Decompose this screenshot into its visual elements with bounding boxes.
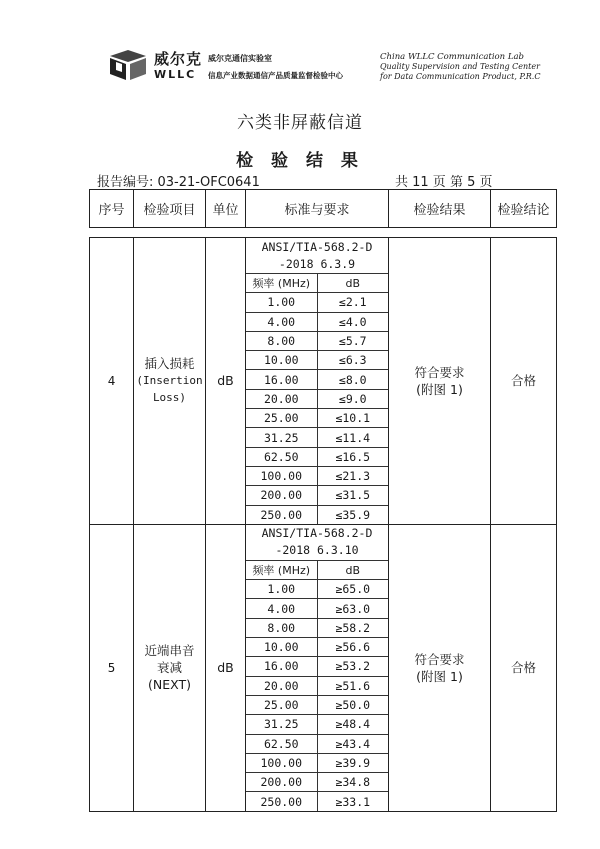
limit-value: ≤11.4: [317, 428, 388, 447]
requirements-table: [246, 525, 388, 811]
req-row: [246, 312, 388, 331]
lab-name-en-line3: for Data Communication Product, P.R.C: [380, 72, 541, 81]
limit-value: ≥63.0: [317, 599, 388, 618]
lab-name-en: [380, 52, 540, 82]
freq-value: 10.00: [246, 638, 317, 657]
standard-line2: -2018 6.3.9: [278, 256, 356, 271]
req-row: [246, 293, 388, 312]
req-row: [246, 599, 388, 618]
freq-value: 31.25: [246, 428, 317, 447]
table-row: [90, 238, 557, 525]
lab-name-en-line2: Quality Supervision and Testing Center: [380, 62, 540, 71]
table-spacer: [90, 228, 557, 238]
standard-requirements: [246, 238, 389, 525]
freq-value: 25.00: [246, 409, 317, 428]
req-row: [246, 638, 388, 657]
test-item-en-2: Loss): [152, 391, 187, 405]
limit-value: ≥65.0: [317, 580, 388, 599]
freq-header: 频率 (MHz): [246, 560, 317, 579]
limit-value: ≥50.0: [317, 695, 388, 714]
freq-value: 4.00: [246, 599, 317, 618]
req-row: [246, 657, 388, 676]
standard-line1: ANSI/TIA-568.2-D: [261, 239, 373, 254]
req-row: [246, 351, 388, 370]
freq-value: 16.00: [246, 657, 317, 676]
table-row: [90, 524, 557, 811]
limit-value: ≤10.1: [317, 409, 388, 428]
limit-value: ≥39.9: [317, 753, 388, 772]
db-header: dB: [317, 560, 388, 579]
header-no: 序号: [90, 190, 134, 228]
req-row: [246, 466, 388, 485]
limit-value: ≤8.0: [317, 370, 388, 389]
freq-value: 25.00: [246, 695, 317, 714]
test-result: [389, 524, 491, 811]
limit-value: ≤9.0: [317, 389, 388, 408]
limit-value: ≤5.7: [317, 331, 388, 350]
conclusion: 合格: [491, 238, 557, 525]
db-header: dB: [317, 274, 388, 293]
lab-name-en-line1: China WLLC Communication Lab: [380, 52, 524, 62]
freq-value: 100.00: [246, 466, 317, 485]
freq-value: 250.00: [246, 505, 317, 524]
test-item-en: (Insertion: [136, 374, 203, 388]
limit-value: ≥43.4: [317, 734, 388, 753]
row-number: 5: [90, 524, 134, 811]
req-row: [246, 715, 388, 734]
req-row: [246, 370, 388, 389]
limit-value: ≤35.9: [317, 505, 388, 524]
table-header-row: [90, 190, 557, 228]
header-unit: 单位: [206, 190, 246, 228]
freq-value: 100.00: [246, 753, 317, 772]
req-row: [246, 505, 388, 524]
test-item: [134, 238, 206, 525]
freq-value: 200.00: [246, 773, 317, 792]
limit-value: ≤16.5: [317, 447, 388, 466]
header-standard: 标准与要求: [246, 190, 389, 228]
report-number: 报告编号: 03-21-OFC0641: [97, 175, 260, 190]
req-row: [246, 734, 388, 753]
freq-value: 1.00: [246, 293, 317, 312]
brand-name-en: WLLC: [154, 68, 197, 81]
unit: dB: [206, 238, 246, 525]
freq-value: 200.00: [246, 486, 317, 505]
req-row: [246, 792, 388, 811]
result-attachment: (附图 1): [416, 381, 463, 397]
result-text: 符合要求: [414, 364, 465, 380]
brand-name-cn: 威尔克: [154, 50, 203, 68]
limit-value: ≤31.5: [317, 486, 388, 505]
req-row: [246, 331, 388, 350]
standard-reference: [246, 238, 388, 274]
req-row: [246, 618, 388, 637]
limit-value: ≤21.3: [317, 466, 388, 485]
freq-value: 4.00: [246, 312, 317, 331]
lab-name-cn: 威尔克通信实验室: [208, 54, 272, 63]
limit-value: ≥33.1: [317, 792, 388, 811]
req-row: [246, 695, 388, 714]
freq-value: 16.00: [246, 370, 317, 389]
test-result: [389, 238, 491, 525]
freq-value: 20.00: [246, 389, 317, 408]
freq-value: 62.50: [246, 734, 317, 753]
letterhead: [108, 44, 541, 90]
test-item-cn: 近端串音: [144, 643, 195, 659]
test-item-cn: 插入损耗: [144, 356, 195, 372]
freq-value: 250.00: [246, 792, 317, 811]
standard-line1: ANSI/TIA-568.2-D: [261, 526, 373, 541]
limit-value: ≥34.8: [317, 773, 388, 792]
test-item: [134, 524, 206, 811]
freq-value: 8.00: [246, 331, 317, 350]
freq-value: 8.00: [246, 618, 317, 637]
limit-value: ≥48.4: [317, 715, 388, 734]
header-result: 检验结果: [389, 190, 491, 228]
result-text: 符合要求: [414, 651, 465, 667]
result-title: 检 验 结 果: [236, 151, 364, 171]
header-conclusion: 检验结论: [491, 190, 557, 228]
result-attachment: (附图 1): [416, 668, 463, 684]
header-item: 检验项目: [134, 190, 206, 228]
test-item-cn-2: 衰减: [156, 660, 182, 676]
limit-value: ≤4.0: [317, 312, 388, 331]
wllc-logo-icon: [108, 48, 148, 82]
report-meta: [97, 171, 517, 189]
freq-value: 10.00: [246, 351, 317, 370]
limit-value: ≥51.6: [317, 676, 388, 695]
standard-reference: [246, 525, 388, 561]
freq-value: 1.00: [246, 580, 317, 599]
req-row: [246, 676, 388, 695]
req-row: [246, 486, 388, 505]
limit-value: ≤2.1: [317, 293, 388, 312]
unit: dB: [206, 524, 246, 811]
results-table: [89, 189, 556, 812]
req-row: [246, 580, 388, 599]
freq-value: 20.00: [246, 676, 317, 695]
limit-value: ≥58.2: [317, 618, 388, 637]
freq-header: 频率 (MHz): [246, 274, 317, 293]
req-row: [246, 773, 388, 792]
limit-value: ≥56.6: [317, 638, 388, 657]
req-row: [246, 428, 388, 447]
conclusion: 合格: [491, 524, 557, 811]
limit-value: ≤6.3: [317, 351, 388, 370]
req-row: [246, 447, 388, 466]
standard-requirements: [246, 524, 389, 811]
limit-value: ≥53.2: [317, 657, 388, 676]
test-item-en: (NEXT): [148, 677, 191, 693]
req-row: [246, 389, 388, 408]
page-info: 共 11 页 第 5 页: [395, 175, 493, 190]
freq-value: 31.25: [246, 715, 317, 734]
req-row: [246, 753, 388, 772]
requirements-table: [246, 238, 388, 524]
freq-value: 62.50: [246, 447, 317, 466]
standard-line2: -2018 6.3.10: [275, 543, 359, 558]
document-title: 六类非屏蔽信道: [237, 113, 363, 133]
req-row: [246, 409, 388, 428]
row-number: 4: [90, 238, 134, 525]
center-name-cn: 信息产业数据通信产品质量监督检验中心: [208, 71, 343, 80]
